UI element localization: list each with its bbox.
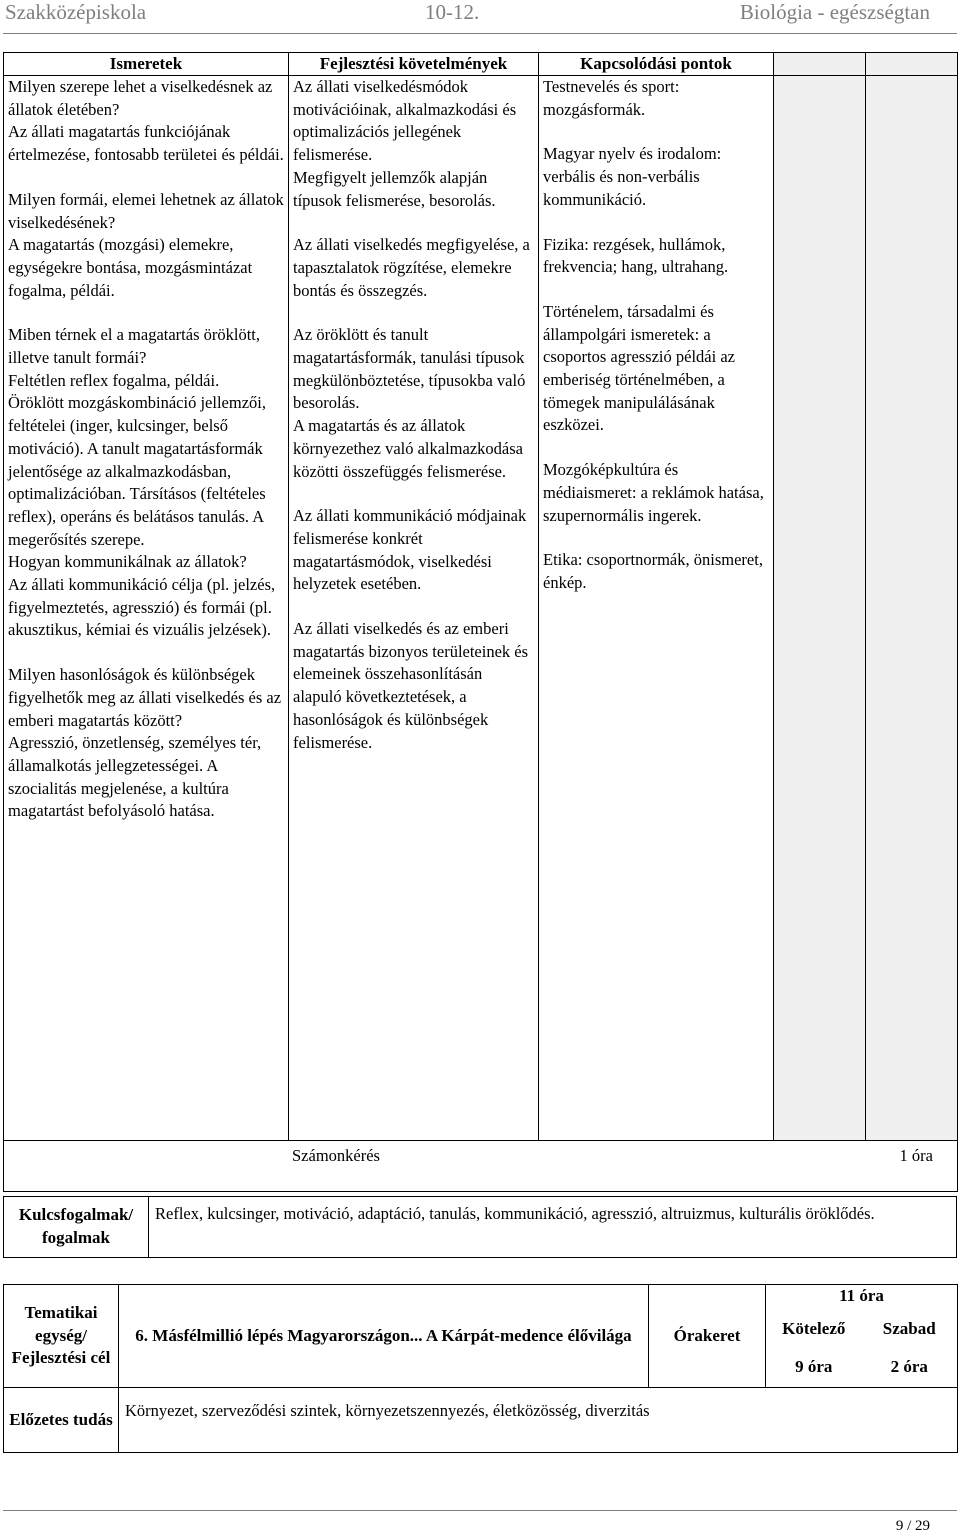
col3-item: Etika: csoportnormák, önismeret, énkép.: [543, 550, 763, 592]
keyconcepts-text: Reflex, kulcsinger, motiváció, adaptáció, tanulás, kommunikáció, agresszió, altruizmus, kulturális öröklődés.: [149, 1197, 957, 1258]
empty-cell: [774, 76, 866, 1141]
col2-item: Az állati viselkedés és az emberi magatartás bizonyos területeinek és elemeinek összehasonlításán alapuló következtetések, a hasonlóságok és különbségek felismerése.: [293, 619, 529, 752]
col1-item: Az állati magatartás funkciójának értelmezése, fontosabb területei és példái.: [8, 122, 284, 165]
table-header-row: [4, 53, 958, 76]
col2-item: Megfigyelt jellemzők alapján típusok felismerése, besorolás.: [293, 167, 496, 210]
col3-item: Történelem, társadalmi és állampolgári ismeretek: a csoportos agresszió példái az emberiség történelmében, a tömegek manipulálásának eszközei.: [543, 301, 735, 435]
col1-item: Feltétlen reflex fogalma, példái.: [8, 370, 220, 390]
col3-item: Testnevelés és sport: mozgásformák.: [543, 77, 680, 119]
keyconcepts-label: Kulcsfogalmak/ fogalmak: [4, 1197, 149, 1258]
col1-item: A magatartás (mozgási) elemekre, egységekre bontása, mozgásmintázat fogalma, példái.: [8, 235, 253, 300]
col-fejlesztesi: [289, 76, 538, 754]
header-ismeretek: Ismeretek: [4, 53, 289, 76]
col1-item: Milyen hasonlóságok és különbségek figyelhetők meg az állati viselkedés és az emberi magatartás között?: [8, 665, 282, 730]
col2-item: Az öröklött és tanult magatartásformák, tanulási típusok megkülönböztetése, típusokba való besorolás.: [293, 325, 526, 413]
header-subject: Biológia - egészségtan: [739, 0, 930, 24]
col3-item: Mozgóképkultúra és médiaismeret: a reklámok hatása, szupernormális ingerek.: [543, 460, 764, 525]
col1-item: Öröklött mozgáskombináció jellemzői, feltételei (inger, kulcsinger, belső motiváció). A tanult magatartásformák jelentősége az alkalmazkodásban, optimalizációban. Társításos (feltételes reflex), operáns és belátásos tanulás. A megerősítés szerepe.: [8, 393, 266, 549]
assessment-row: [4, 1141, 958, 1192]
header-kapcsolodasi: Kapcsolódási pontok: [539, 53, 774, 76]
unit-table: [3, 1284, 958, 1453]
empty-cell: [866, 76, 958, 1141]
header-school: Szakközépiskola: [5, 0, 147, 24]
col1-item: Milyen szerepe lehet a viselkedésnek az állatok életében?: [8, 77, 273, 119]
assessment-label: Számonkérés: [292, 1146, 380, 1165]
prior-label: Előzetes tudás: [4, 1388, 119, 1453]
orakeret-label: Órakeret: [649, 1285, 766, 1388]
col2-item: Az állati kommunikáció módjainak felismerése konkrét magatartásmódok, viselkedési helyzetek esetében.: [293, 506, 527, 594]
kotelezo-label: Kötelező: [782, 1319, 846, 1338]
szabad-label: Szabad: [882, 1319, 936, 1338]
col1-item: Milyen formái, elemei lehetnek az állatok viselkedésének?: [8, 189, 284, 232]
col3-item: Magyar nyelv és irodalom: verbális és non-verbális kommunikáció.: [543, 144, 722, 209]
col1-item: Hogyan kommunikálnak az állatok?: [8, 552, 247, 572]
curriculum-table: [3, 52, 958, 1192]
header-empty-2: [866, 53, 958, 76]
col1-item: Az állati kommunikáció célja (pl. jelzés, figyelmeztetés, agresszió) és formái (pl. akusztikus, kémiai és vizuális jelzések).: [8, 575, 276, 640]
assessment-hours: 1 óra: [899, 1146, 933, 1165]
col2-item: Az állati viselkedés megfigyelése, a tapasztalatok rögzítése, elemekre bontás és összegzés.: [293, 235, 530, 300]
header-rule: [3, 33, 957, 34]
col2-item: A magatartás és az állatok környezethez való alkalmazkodása közötti összefüggés felismerése.: [293, 416, 523, 481]
col1-item: Agresszió, önzetlenség, személyes tér, államalkotás jellegzetességei. A szocialitás megjelenése, a kultúra magatartást befolyásoló hatása.: [8, 733, 262, 821]
header-fejlesztesi: Fejlesztési követelmények: [289, 53, 539, 76]
col3-item: Fizika: rezgések, hullámok, frekvencia; hang, ultrahang.: [543, 234, 729, 277]
footer-rule: [3, 1510, 957, 1511]
col-ismeretek: [4, 76, 288, 823]
header-grade: 10-12.: [425, 0, 480, 24]
keyconcepts-table: [3, 1196, 957, 1258]
page-header: [0, 0, 960, 34]
col1-item: Miben térnek el a magatartás öröklött, illetve tanult formái?: [8, 325, 260, 368]
kotelezo-hours: 9 óra: [795, 1357, 833, 1376]
total-hours: 11 óra: [766, 1285, 958, 1310]
header-empty-1: [774, 53, 866, 76]
col2-item: Az állati viselkedésmódok motivációinak, alkalmazkodási és optimalizációs jellegének felismerése.: [293, 77, 517, 165]
prior-text: Környezet, szerveződési szintek, környezetszennyezés, életközösség, diverzitás: [119, 1388, 958, 1453]
page-number: 9 / 29: [895, 1518, 930, 1534]
content-row: [4, 76, 958, 1141]
szabad-hours: 2 óra: [890, 1357, 928, 1376]
unit-label: Tematikai egység/ Fejlesztési cél: [4, 1285, 119, 1388]
col-kapcsolodasi: [539, 76, 773, 595]
unit-title: 6. Másfélmillió lépés Magyarországon... A Kárpát-medence élővilága: [119, 1285, 649, 1388]
